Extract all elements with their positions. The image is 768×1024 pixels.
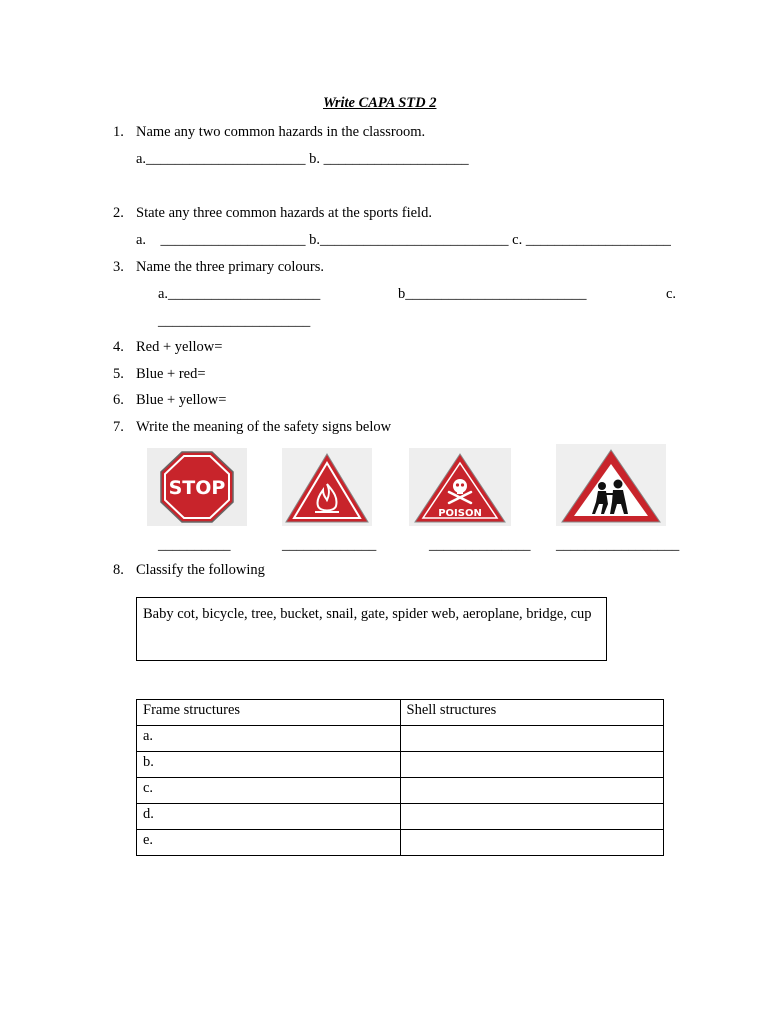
question-number: 5. — [113, 366, 124, 382]
table-header-frame: Frame structures — [137, 700, 401, 726]
table-cell-empty[interactable] — [400, 726, 664, 752]
question-number: 1. — [113, 124, 124, 140]
table-header-row — [137, 700, 664, 726]
question-text: Red + yellow= — [136, 339, 223, 355]
question-text: Write the meaning of the safety signs below — [136, 419, 392, 435]
question-number: 7. — [113, 419, 124, 435]
sign-answer-blank: ______________ — [429, 537, 531, 553]
classification-table — [136, 699, 664, 856]
poison-sign-icon — [409, 448, 511, 526]
answer-blanks: a.______________________ b. ____________________ — [136, 151, 469, 167]
poison-sign-label: POISON — [438, 508, 482, 519]
question-text: Blue + yellow= — [136, 392, 227, 408]
table-row — [137, 804, 664, 830]
table-header-shell: Shell structures — [400, 700, 664, 726]
table-row-label: a. — [137, 726, 401, 752]
children-crossing-sign-icon — [556, 444, 666, 526]
table-row-label: c. — [137, 778, 401, 804]
question-number: 3. — [113, 259, 124, 275]
question-number: 6. — [113, 392, 124, 408]
question-text: Name the three primary colours. — [136, 259, 325, 275]
table-row-label: d. — [137, 804, 401, 830]
question-number: 8. — [113, 562, 124, 578]
sign-answer-blank: _________________ — [556, 537, 680, 553]
table-row — [137, 726, 664, 752]
answer-blanks: a. ____________________ b.__________________________ c. ____________________ — [136, 232, 671, 248]
stop-sign-label: STOP — [168, 477, 226, 499]
question-number: 4. — [113, 339, 124, 355]
answer-blank-c: _____________________ — [158, 313, 311, 329]
answer-blank-b: b_________________________ — [398, 286, 587, 302]
question-text: Blue + red= — [136, 366, 206, 382]
answer-label-c: c. — [666, 286, 677, 302]
table-cell-empty[interactable] — [400, 752, 664, 778]
table-cell-empty[interactable] — [400, 804, 664, 830]
question-text: Classify the following — [136, 562, 265, 578]
stop-sign-icon — [147, 448, 247, 526]
answer-blank-a: a._____________________ — [158, 286, 321, 302]
table-cell-empty[interactable] — [400, 778, 664, 804]
question-text: State any three common hazards at the sports field. — [136, 205, 432, 221]
sign-answer-blank: __________ — [158, 537, 231, 553]
table-cell-empty[interactable] — [400, 830, 664, 856]
table-row-label: b. — [137, 752, 401, 778]
page-title: Write CAPA STD 2 — [323, 95, 437, 111]
table-row — [137, 778, 664, 804]
table-row-label: e. — [137, 830, 401, 856]
table-row — [137, 830, 664, 856]
flammable-sign-icon — [282, 448, 372, 526]
sign-answer-blank: _____________ — [282, 537, 377, 553]
table-row — [137, 752, 664, 778]
question-number: 2. — [113, 205, 124, 221]
question-text: Name any two common hazards in the classroom. — [136, 124, 426, 140]
word-bank-box: Baby cot, bicycle, tree, bucket, snail, gate, spider web, aeroplane, bridge, cup — [136, 597, 607, 661]
